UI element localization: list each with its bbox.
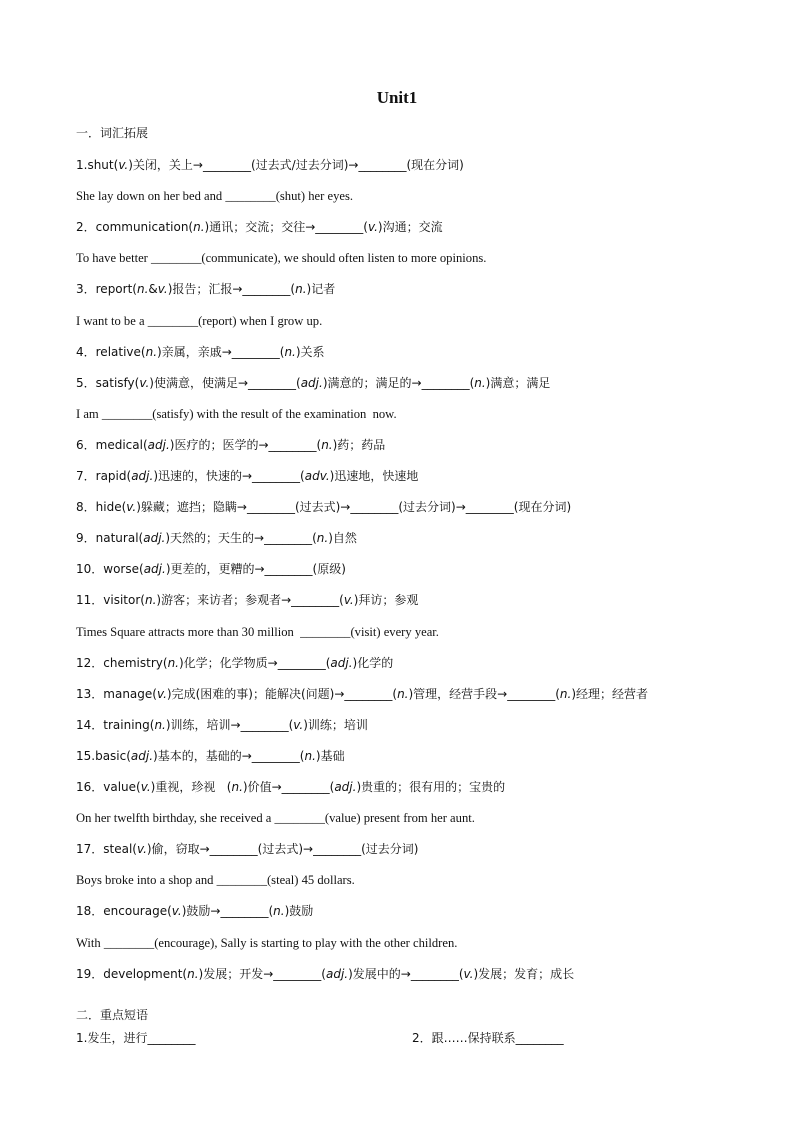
vocabulary-item: 9．natural(adj.)天然的；天生的→________(n.)自然 [76, 531, 357, 546]
vocabulary-item: 13．manage(v.)完成(困难的事)；能解决(问题)→________(n.)管理，经营手段→________(n.)经理；经营者 [76, 686, 649, 701]
section-heading-vocabulary: 一．词汇拓展 [76, 126, 149, 140]
vocabulary-item: 6．medical(adj.)医疗的；医学的→________(n.)药；药品 [76, 437, 386, 452]
vocabulary-item: 10．worse(adj.)更差的，更糟的→________(原级) [76, 562, 346, 577]
vocabulary-item: 3．report(n.&v.)报告；汇报→________(n.)记者 [76, 282, 336, 297]
vocabulary-item: 17．steal(v.)偷，窃取→________(过去式)→________(过去分词) [76, 842, 419, 857]
example-sentence: I am ________(satisfy) with the result of the examination now. [76, 406, 397, 421]
example-sentence: On her twelfth birthday, she received a ________(value) present from her aunt. [76, 811, 475, 826]
section-heading-phrases: 二．重点短语 [76, 1008, 149, 1022]
vocabulary-item: 11．visitor(n.)游客；来访者；参观者→________(v.)拜访；参观 [76, 593, 419, 608]
vocabulary-item: 5．satisfy(v.)使满意，使满足→________(adj.)满意的；满足的→________(n.)满意；满足 [76, 375, 551, 390]
example-sentence: Boys broke into a shop and ________(steal) 45 dollars. [76, 873, 355, 888]
example-sentence: Times Square attracts more than 30 million ________(visit) every year. [76, 624, 439, 639]
example-sentence: With ________(encourage), Sally is starting to play with the other children. [76, 935, 458, 950]
page-title: Unit1 [376, 88, 418, 107]
example-sentence: I want to be a ________(report) when I grow up. [76, 313, 323, 328]
vocabulary-item: 4．relative(n.)亲属，亲戚→________(n.)关系 [76, 344, 325, 359]
example-sentence: To have better ________(communicate), we should often listen to more opinions. [76, 251, 487, 266]
vocabulary-item: 16．value(v.)重视，珍视 (n.)价值→________(adj.)贵重的；很有用的；宝贵的 [76, 780, 506, 794]
vocabulary-item: 19．development(n.)发展；开发→________(adj.)发展中的→________(v.)发展；发育；成长 [76, 966, 575, 981]
phrase-item-2: 2．跟……保持联系________ [412, 1031, 564, 1045]
vocabulary-item: 7．rapid(adj.)迅速的，快速的→________(adv.)迅速地，快速地 [76, 469, 419, 483]
vocabulary-item: 2．communication(n.)通讯；交流；交往→________(v.)沟通；交流 [76, 220, 443, 235]
vocabulary-item: 12．chemistry(n.)化学；化学物质→________(adj.)化学的 [76, 655, 394, 670]
vocabulary-item: 15.basic(adj.)基本的，基础的→________(n.)基础 [76, 748, 345, 763]
phrase-item-1: 1.发生，进行________ [76, 1031, 196, 1045]
vocabulary-item: 1.shut(v.)关闭，关上→________(过去式/过去分词)→________(现在分词) [76, 158, 464, 172]
vocabulary-item: 14．training(n.)训练，培训→________(v.)训练；培训 [76, 717, 368, 732]
vocabulary-item: 8．hide(v.)躲藏；遮挡；隐瞒→________(过去式)→________(过去分词)→________(现在分词) [76, 500, 572, 515]
example-sentence: She lay down on her bed and ________(shut) her eyes. [76, 189, 354, 204]
vocabulary-item: 18．encourage(v.)鼓励→________(n.)鼓励 [76, 904, 314, 919]
